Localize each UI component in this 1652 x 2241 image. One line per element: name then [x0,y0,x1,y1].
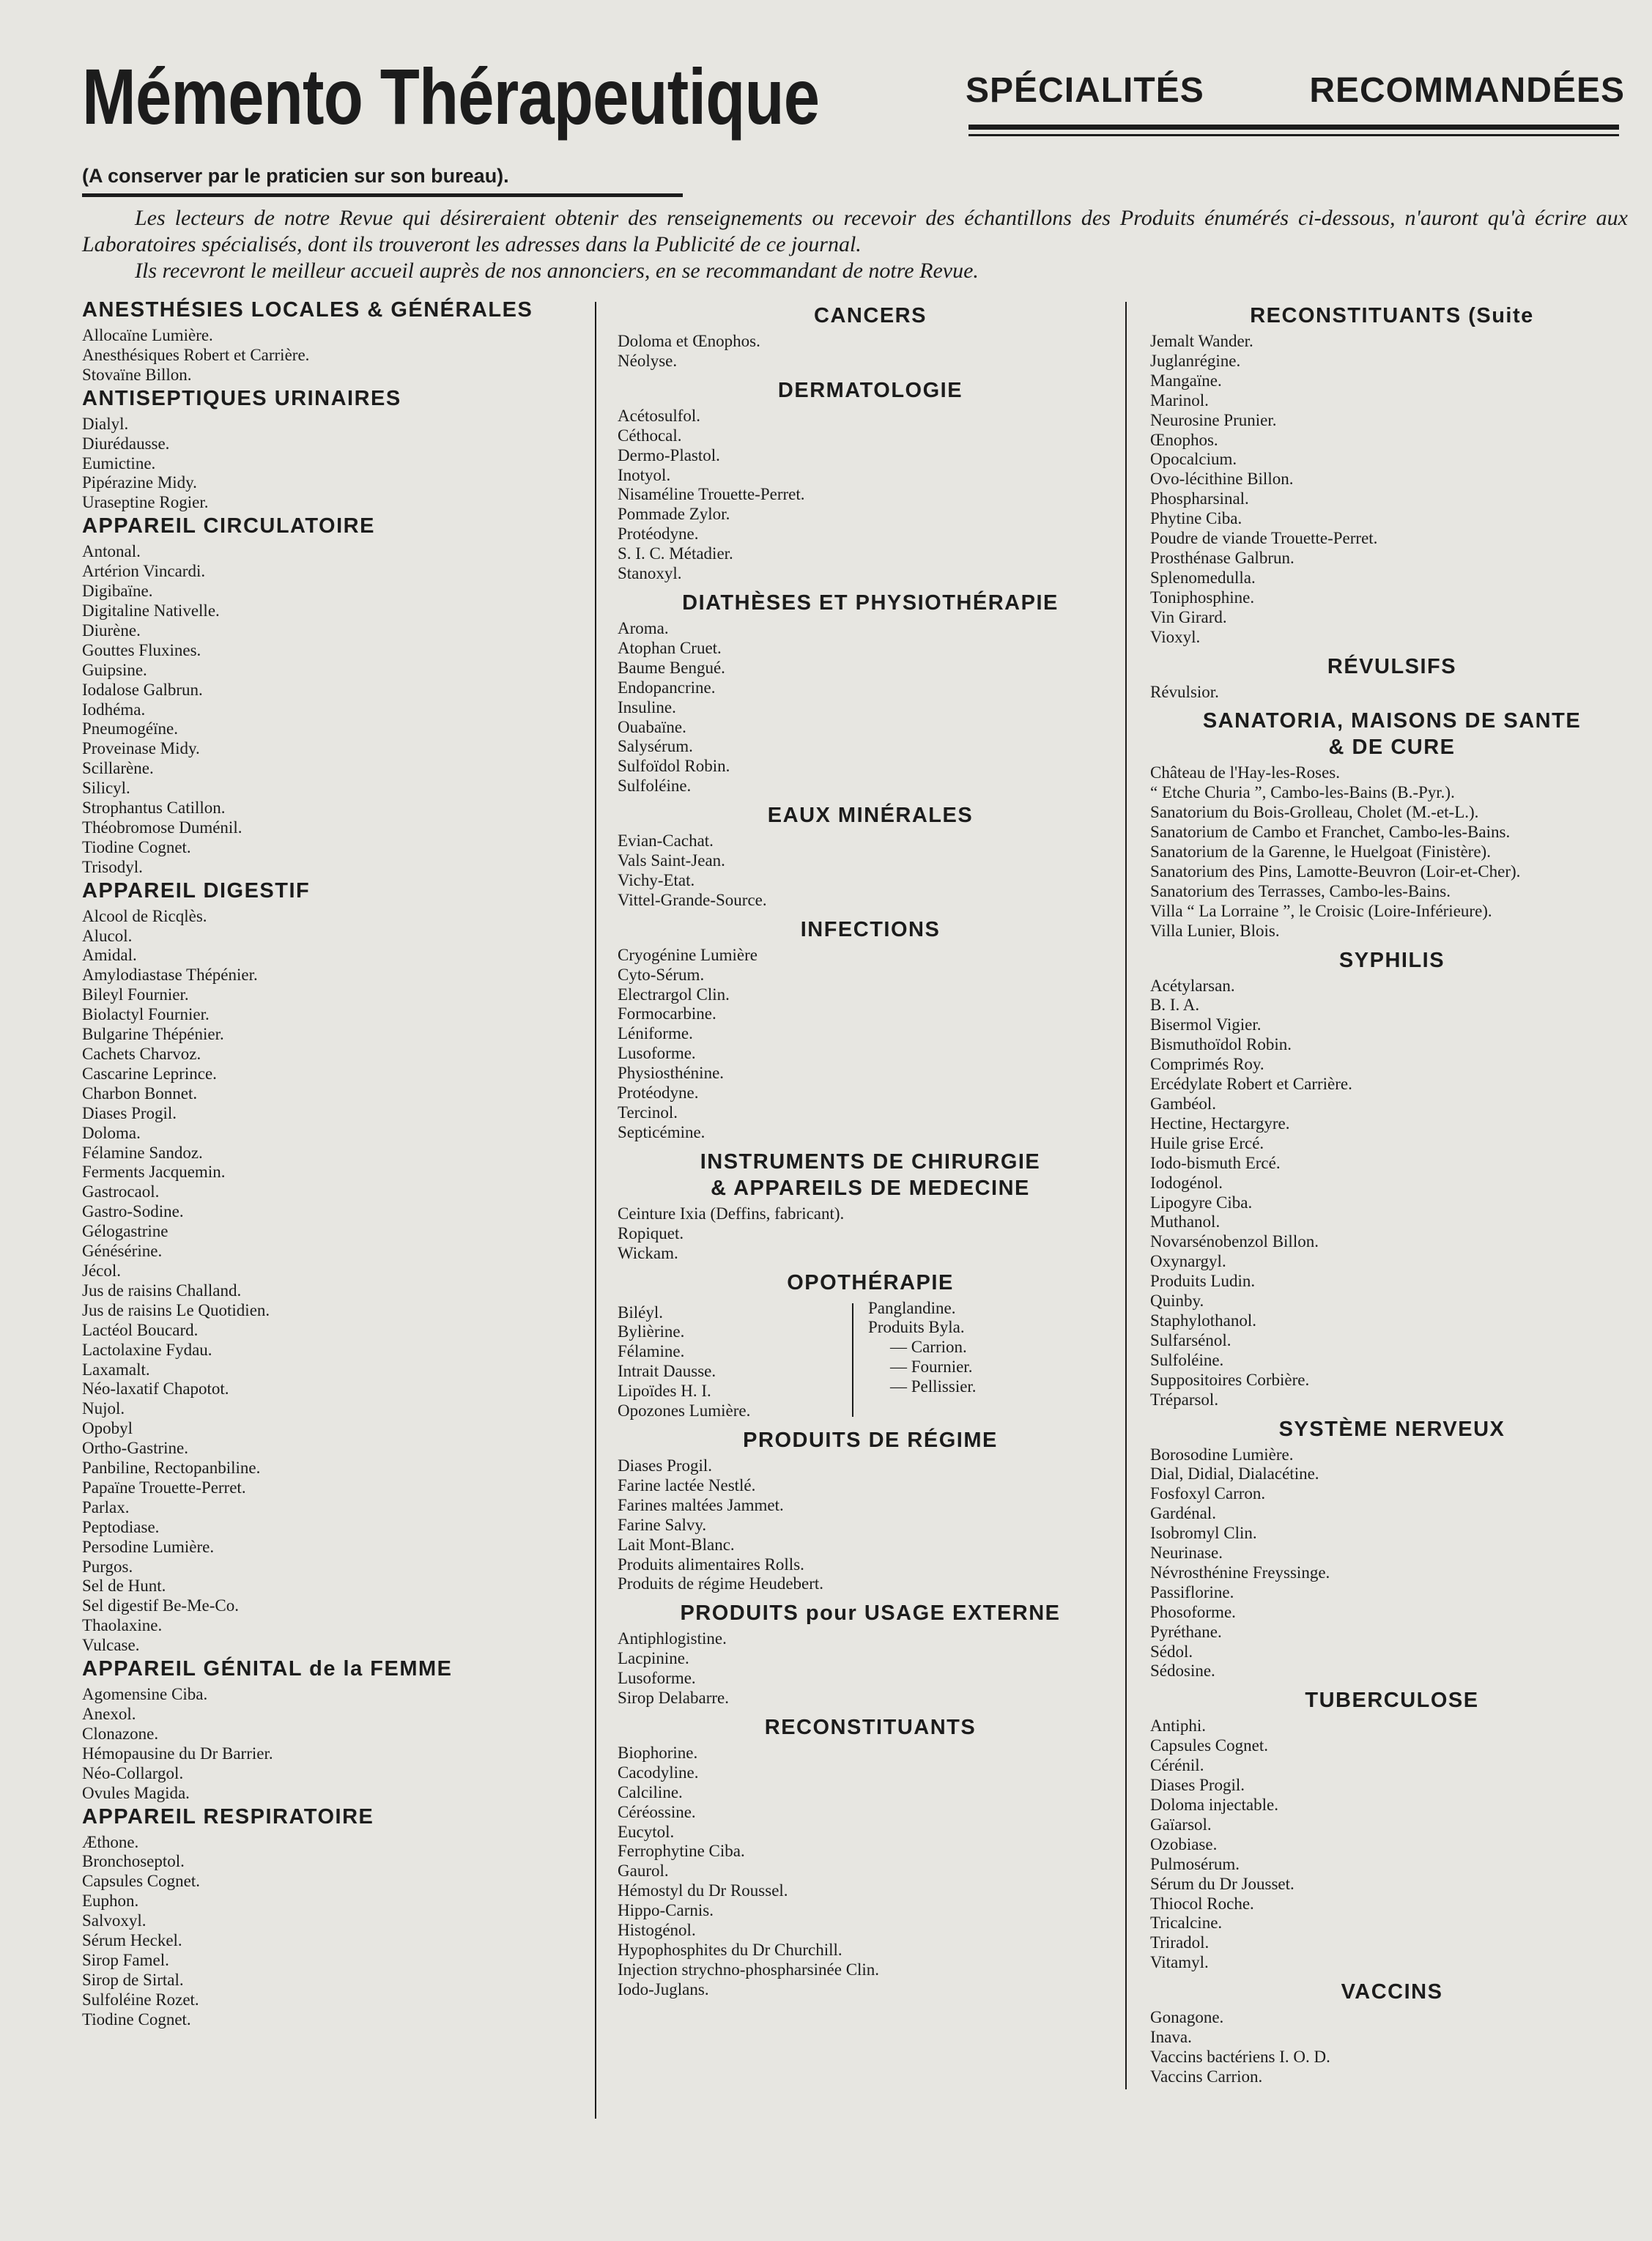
list-item: Produits de régime Heudebert. [618,1574,824,1593]
section-heading: SANATORIA, MAISONS DE SANTE & DE CURE [1202,709,1582,760]
recommandees-word: RECOMMANDÉES [1309,71,1625,110]
list-item: Sulfoïdol Robin. [618,757,730,776]
section-heading: PRODUITS DE RÉGIME [743,1428,998,1452]
list-item: Eucytol. [618,1822,675,1841]
list-item: Farines maltées Jammet. [618,1495,784,1514]
list-item: Sulfoléine Rozet. [82,1990,199,2009]
list-item: Céréossine. [618,1802,696,1821]
list-item: Capsules Cognet. [1150,1736,1268,1755]
list-item: Atophan Cruet. [618,638,722,657]
list-item: Tercinol. [618,1103,678,1122]
list-item: Vioxyl. [1150,627,1201,646]
list-item: Protéodyne. [618,1084,699,1103]
list-item: Salysérum. [618,737,693,756]
section-heading: SYSTÈME NERVEUX [1278,1417,1505,1441]
list-item: Inotyol. [618,465,671,484]
list-item: Splenomedulla. [1150,568,1256,587]
list-item: Æthone. [82,1832,139,1851]
section [82,878,588,1656]
list-item: Antonal. [82,542,141,561]
page-title: Mémento Thérapeutique [82,52,820,141]
list-item: Antiphlogistine. [618,1629,727,1648]
list-item: Iodogénol. [1150,1173,1223,1192]
list-item: Muthanol. [1150,1212,1221,1231]
column-middle [618,297,1123,2000]
list-item: Cachets Charvoz. [82,1045,201,1063]
list-item: Cyto-Sérum. [618,965,705,984]
list-item: Antiphi. [1150,1716,1207,1736]
list-item: Diases Progil. [1150,1776,1245,1795]
list-item: Marinol. [1150,390,1209,410]
list-item: Novarsénobenzol Billon. [1150,1232,1319,1251]
list-item: Ropiquet. [618,1223,684,1242]
list-item: Gastro-Sodine. [82,1202,184,1221]
list-item: Sirop Delabarre. [618,1689,729,1708]
list-item: Physiosthénine. [618,1064,725,1083]
list-item: Sel de Hunt. [82,1577,166,1596]
list-item: Toniphosphine. [1150,588,1255,607]
list-item: Protéodyne. [618,525,699,544]
section [1150,1416,1634,1682]
section [82,1656,588,1803]
section-heading: APPAREIL RESPIRATOIRE [82,1804,374,1829]
list-item: Gonagone. [1150,2008,1224,2027]
list-item: Néolyse. [618,351,678,370]
list-item: Papaïne Trouette-Perret. [82,1478,246,1497]
list-item: Diurédausse. [82,434,170,453]
list-item: Agomensine Ciba. [82,1685,208,1704]
list-item: Mangaïne. [1150,371,1222,390]
list-item: Passiflorine. [1150,1582,1234,1601]
list-item: Gardénal. [1150,1504,1217,1523]
list-item: Ouabaïne. [618,717,686,736]
column-middle-top [618,303,1123,1264]
list-item: Phosoforme. [1150,1602,1236,1621]
list-item: Vaccins bactériens I. O. D. [1150,2047,1330,2066]
list-item: Opobyl [82,1419,133,1438]
list-item: Vittel-Grande-Source. [618,890,767,909]
section-heading: ANESTHÉSIES LOCALES & GÉNÉRALES [82,298,533,322]
list-item: Sédosine. [1150,1662,1215,1681]
list-item: Diases Progil. [82,1103,177,1122]
list-item: — Pellissier. [890,1377,977,1396]
section [618,303,1123,371]
list-item: Sanatorium de la Garenne, le Huelgoat (Finistère). [1150,842,1491,862]
list-item: Produits alimentaires Rolls. [618,1555,804,1574]
list-item: Bulgarine Thépénier. [82,1025,224,1044]
list-item: Néo-Collargol. [82,1763,184,1782]
section [82,385,588,514]
list-item: Cérénil. [1150,1756,1204,1775]
list-item: Diases Progil. [618,1456,713,1475]
list-item: Néo-laxatif Chapotot. [82,1379,229,1399]
list-item: Sanatorium des Terrasses, Cambo-les-Bains. [1150,881,1451,900]
section [1150,653,1634,703]
list-item: Parlax. [82,1497,130,1516]
list-item: Prosthénase Galbrun. [1150,548,1294,567]
list-item: Oxynargyl. [1150,1252,1226,1271]
list-item: Panbiline, Rectopanbiline. [82,1459,261,1478]
list-item: Aroma. [618,618,669,637]
specialites-heading [966,70,1625,111]
list-item: Fosfoxyl Carron. [1150,1484,1266,1503]
list-item: Vals Saint-Jean. [618,851,725,870]
list-item: Ferments Jacquemin. [82,1163,226,1182]
list-item: Lactolaxine Fydau. [82,1340,212,1359]
section-heading: SYPHILIS [1338,948,1445,972]
list-item: Stanoxyl. [618,564,682,583]
list-item: Diurène. [82,621,141,640]
list-item: Sirop Famel. [82,1950,169,1969]
list-item: Vin Girard. [1150,607,1227,626]
list-item: Charbon Bonnet. [82,1084,198,1103]
subtitle-rule [82,193,683,197]
list-item: Vaccins Carrion. [1150,2067,1263,2086]
list-item: Thiocol Roche. [1150,1894,1254,1913]
section-heading: RECONSTITUANTS (Suite [1250,304,1534,327]
list-item: Hectine, Hectargyre. [1150,1114,1290,1133]
list-item: Inava. [1150,2028,1192,2047]
section-heading: ANTISEPTIQUES URINAIRES [82,386,401,410]
list-item: Neurinase. [1150,1544,1223,1563]
intro-line-2: Ils recevront le meilleur accueil auprès de nos annonciers, en se recommandant de notre Revue. [135,259,979,283]
list-item: Céthocal. [618,426,682,445]
list-item: Proveinase Midy. [82,739,200,758]
list-item: Génésérine. [82,1242,163,1261]
section-heading: PRODUITS pour USAGE EXTERNE [680,1601,1061,1626]
list-item: Scillarène. [82,759,154,778]
list-item: Pulmosérum. [1150,1854,1240,1873]
list-item: Sérum Heckel. [82,1931,182,1950]
column-left [82,297,588,2030]
section-heading: INFECTIONS [800,917,941,941]
list-item: Ovo-lécithine Billon. [1150,470,1294,489]
list-item: Farine Salvy. [618,1515,707,1534]
list-item: Cacodyline. [618,1763,699,1782]
section [82,513,588,877]
list-item: Capsules Cognet. [82,1872,200,1891]
list-item: Amylodiastase Thépénier. [82,966,258,985]
section-heading: DERMATOLOGIE [777,378,963,402]
list-item: Sérum du Dr Jousset. [1150,1874,1294,1893]
list-item: Vitamyl. [1150,1953,1209,1972]
list-item: Clonazone. [82,1724,159,1743]
specialites-rule [968,125,1619,130]
section [1150,947,1634,1410]
list-item: Wickam. [618,1243,678,1262]
list-item: Lactéol Boucard. [82,1320,199,1339]
intro-paragraph [82,205,1628,284]
section-heading: OPOTHÉRAPIE [787,1270,954,1294]
list-item: Ovules Magida. [82,1783,190,1802]
list-item: Dial, Didial, Dialacétine. [1150,1464,1319,1483]
list-item: Gaurol. [618,1862,669,1881]
list-item: Léniforme. [618,1024,693,1043]
section [618,1600,1123,1708]
page-subtitle: (A conserver par le praticien sur son bureau). [82,165,509,187]
list-item: Tiodine Cognet. [82,837,191,856]
list-item: Artérion Vincardi. [82,562,206,581]
list-item: Strophantus Catillon. [82,799,226,818]
list-item: Poudre de viande Trouette-Perret. [1150,529,1378,548]
list-item: Gastrocaol. [82,1182,160,1201]
list-item: B. I. A. [1150,996,1200,1015]
section [618,377,1123,584]
list-item: Hémostyl du Dr Roussel. [618,1881,788,1900]
list-item: Digibaïne. [82,582,153,601]
section [1150,1979,1634,2087]
list-item: Iodo-bismuth Ercé. [1150,1153,1281,1172]
list-item: Sanatorium du Bois-Grolleau, Cholet (M.-et-L.). [1150,803,1479,822]
list-item: Alcool de Ricqlès. [82,906,207,925]
list-item: Septicémine. [618,1122,705,1141]
list-item: Peptodiase. [82,1517,160,1536]
list-item: Doloma injectable. [1150,1796,1278,1814]
section [618,802,1123,911]
column-divider [595,302,596,2119]
specialites-rule-thin [968,134,1619,136]
list-item: Injection strychno-phospharsinée Clin. [618,1960,880,1979]
section [82,1804,588,2030]
list-item: Persodine Lumière. [82,1537,215,1556]
list-item: Isobromyl Clin. [1150,1524,1257,1543]
list-item: Sulfarsénol. [1150,1330,1231,1349]
column-middle-bottom [618,1427,1123,2000]
list-item: Allocaïne Lumière. [82,326,213,344]
list-item: Intrait Dausse. [618,1362,716,1381]
section-heading: RÉVULSIFS [1327,654,1457,678]
list-item: Jemalt Wander. [1150,332,1253,350]
list-item: Lacpinine. [618,1649,689,1668]
list-item: Sanatorium des Pins, Lamotte-Beuvron (Loir-et-Cher). [1150,862,1521,881]
section [1150,1687,1634,1973]
list-item: Laxamalt. [82,1360,150,1379]
list-item: Euphon. [82,1892,139,1911]
list-item: Uraseptine Rogier. [82,493,209,512]
list-item: Staphylothanol. [1150,1311,1257,1330]
list-item: Suppositoires Corbière. [1150,1370,1310,1389]
section-heading: APPAREIL GÉNITAL de la FEMME [82,1657,453,1681]
list-item: Hippo-Carnis. [618,1901,714,1920]
list-item: Villa “ La Lorraine ”, le Croisic (Loire-Inférieure). [1150,901,1492,920]
section [618,916,1123,1143]
section-heading: APPAREIL DIGESTIF [82,878,311,903]
list-item: Félamine Sandoz. [82,1143,203,1162]
list-item: Œnophos. [1150,430,1218,449]
list-item: Tiodine Cognet. [82,2010,191,2029]
list-item: Ercédylate Robert et Carrière. [1150,1075,1352,1094]
list-item: Gaïarsol. [1150,1815,1212,1834]
section-heading: RECONSTITUANTS [764,1715,977,1739]
list-item: Phytine Ciba. [1150,509,1242,528]
list-item: Insuline. [618,697,676,716]
list-item: Baume Bengué. [618,658,725,677]
section [618,1149,1123,1264]
list-item: Purgos. [82,1557,133,1576]
list-item: Sulfoléine. [1150,1350,1224,1369]
list-item: Bisermol Vigier. [1150,1015,1262,1034]
section [82,297,588,385]
list-item: Lipogyre Ciba. [1150,1193,1253,1212]
list-item: Château de l'Hay-les-Roses. [1150,763,1340,782]
list-item: Lait Mont-Blanc. [618,1535,735,1554]
list-item: Jus de raisins Challand. [82,1281,242,1300]
list-item: Iodo-Juglans. [618,1979,709,1999]
list-item: Cascarine Leprince. [82,1064,217,1083]
list-item: Digitaline Nativelle. [82,601,220,620]
list-item: Opozones Lumière. [618,1401,751,1420]
section-heading: DIATHÈSES ET PHYSIOTHÉRAPIE [682,590,1059,615]
list-item: Produits Ludin. [1150,1272,1256,1291]
opotherapie-list [618,1299,1123,1421]
list-item: Neurosine Prunier. [1150,410,1277,429]
list-item: Eumictine. [82,453,156,473]
list-item: Thaolaxine. [82,1616,163,1635]
list-item: Huile grise Ercé. [1150,1133,1264,1152]
list-item: Comprimés Roy. [1150,1055,1264,1074]
list-item: Evian-Cachat. [618,831,714,851]
list-item: Endopancrine. [618,678,716,697]
list-item: Hémopausine du Dr Barrier. [82,1744,273,1763]
list-item: Biléyl. [618,1303,663,1322]
section [1150,303,1634,648]
section-heading: INSTRUMENTS DE CHIRURGIE & APPAREILS DE MEDECINE [700,1149,1041,1200]
list-item: Ceinture Ixia (Deffins, fabricant). [618,1204,845,1223]
list-item: Sanatorium de Cambo et Franchet, Cambo-les-Bains. [1150,823,1511,842]
list-item: Electrargol Clin. [618,985,730,1004]
section [618,1427,1123,1594]
list-item: Salvoxyl. [82,1911,147,1930]
list-item: Pommade Zylor. [618,505,730,524]
list-item: Gambéol. [1150,1094,1217,1113]
list-item: Quinby. [1150,1292,1204,1311]
specialites-word: SPÉCIALITÉS [966,71,1204,110]
column-right [1150,297,1634,2087]
list-item: Phospharsinal. [1150,489,1249,508]
list-item: Ozobiase. [1150,1834,1218,1853]
list-item: Dialyl. [82,414,129,433]
list-item: Révulsior. [1150,682,1219,701]
list-item: Lusoforme. [618,1044,696,1063]
list-item: Acétosulfol. [618,406,701,425]
section [618,1714,1123,2000]
list-item: Bylièrine. [618,1322,685,1341]
list-item: Bismuthoïdol Robin. [1150,1035,1292,1054]
section-heading: APPAREIL CIRCULATOIRE [82,514,375,538]
list-item: Histogénol. [618,1921,696,1940]
section-opotherapie [618,1270,1123,1421]
list-item: Cryogénine Lumière [618,945,758,964]
list-item: Guipsine. [82,660,147,679]
list-item: Stovaïne Billon. [82,365,192,384]
list-item: Félamine. [618,1342,685,1361]
list-item: Produits Byla. [868,1318,965,1337]
list-item: Iodhéma. [82,700,146,719]
list-item: Sulfoléine. [618,777,692,796]
list-item: Sirop de Sirtal. [82,1970,184,1989]
list-item: Nujol. [82,1399,125,1418]
intro-line-1: Les lecteurs de notre Revue qui désireraient obtenir des renseignements ou recevoir des échantillons des Produits énumérés ci-dessous, n'auront qu'à écrire aux Laboratoires spécialisés, dont ils trouveront les adresses dans la Publicité de ce journal. [82,206,1628,256]
list-item: Bileyl Fournier. [82,985,189,1004]
list-item: Amidal. [82,946,137,965]
list-item: Triradol. [1150,1933,1210,1952]
list-item: Acétylarsan. [1150,976,1235,995]
list-item: Tricalcine. [1150,1914,1223,1933]
list-item: Alucol. [82,926,133,945]
list-item: Biolactyl Fournier. [82,1005,210,1024]
list-item: Panglandine. [868,1298,956,1317]
list-item: Dermo-Plastol. [618,445,720,464]
list-item: Doloma et Œnophos. [618,332,760,350]
list-item: Calciline. [618,1782,683,1801]
section [618,590,1123,796]
list-item: Pyréthane. [1150,1622,1222,1641]
list-item: Théobromose Duménil. [82,818,242,837]
list-item: Sel digestif Be-Me-Co. [82,1596,239,1615]
section-heading: EAUX MINÉRALES [767,804,974,828]
list-item: — Fournier. [890,1357,973,1377]
list-item: S. I. C. Métadier. [618,544,733,563]
list-item: Iodalose Galbrun. [82,680,203,699]
column-divider [1125,302,1127,2089]
section-heading: TUBERCULOSE [1305,1689,1479,1713]
list-item: Bronchoseptol. [82,1852,185,1871]
list-item: Hypophosphites du Dr Churchill. [618,1941,842,1959]
list-item: Farine lactée Nestlé. [618,1475,756,1494]
section [1150,708,1634,941]
list-item: Villa Lunier, Blois. [1150,921,1280,940]
list-item: Gélogastrine [82,1222,168,1241]
list-item: Pneumogéïne. [82,719,178,738]
list-item: Sédol. [1150,1642,1193,1661]
section-heading: CANCERS [814,304,927,327]
list-item: Vichy-Etat. [618,870,695,889]
opotherapie-left [618,1299,852,1421]
list-item: Trisodyl. [82,857,143,876]
list-item: Lipoïdes H. I. [618,1382,711,1401]
list-item: Jécol. [82,1261,122,1280]
opotherapie-divider [852,1303,853,1417]
list-item: Opocalcium. [1150,450,1237,469]
list-item: Tréparsol. [1150,1390,1219,1409]
list-item: Vulcase. [82,1636,140,1655]
list-item: “ Etche Churia ”, Cambo-les-Bains (B.-Pyr.). [1150,783,1455,802]
list-item: Silicyl. [82,779,130,798]
opotherapie-right [868,1299,1110,1421]
list-item: Jus de raisins Le Quotidien. [82,1300,270,1319]
list-item: Anesthésiques Robert et Carrière. [82,345,310,364]
section-heading: VACCINS [1341,1980,1443,2004]
list-item: Gouttes Fluxines. [82,640,201,659]
list-item: — Carrion. [890,1338,967,1357]
list-item: Formocarbine. [618,1004,716,1023]
list-item: Ferrophytine Ciba. [618,1842,745,1861]
list-item: Juglanrégine. [1150,351,1241,370]
list-item: Biophorine. [618,1743,698,1762]
list-item: Nisaméline Trouette-Perret. [618,485,805,504]
list-item: Ortho-Gastrine. [82,1439,188,1458]
list-item: Névrosthénine Freyssinge. [1150,1563,1330,1582]
list-item: Pipérazine Midy. [82,473,197,492]
list-item: Doloma. [82,1123,141,1142]
list-item: Borosodine Lumière. [1150,1445,1294,1464]
list-item: Lusoforme. [618,1669,696,1688]
list-item: Anexol. [82,1705,136,1723]
